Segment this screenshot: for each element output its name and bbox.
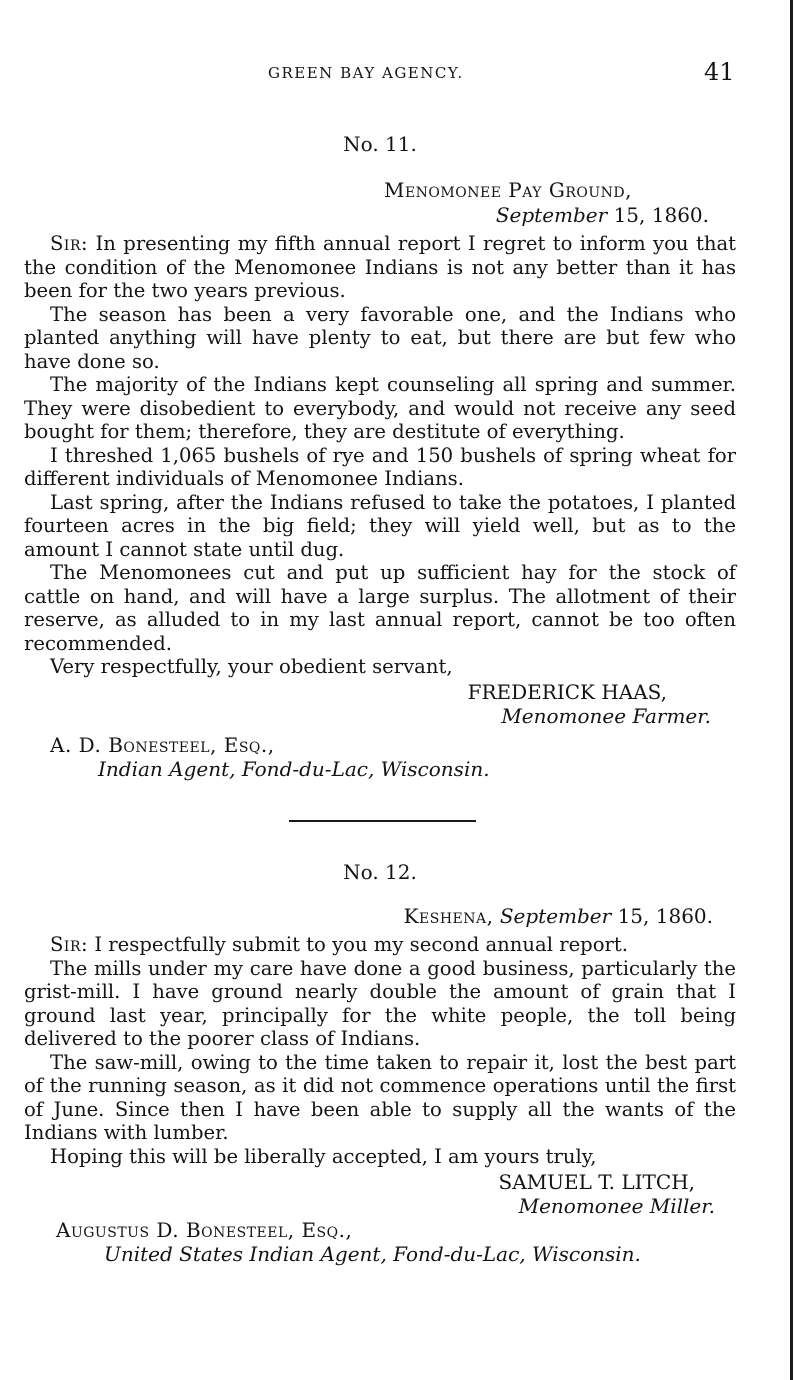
date-month: September xyxy=(499,904,612,928)
paragraph: The majority of the Indians kept counseling all spring and summer. They were disobedient to everybody, and would not receive any seed bought for them; therefore, they are destitute of everything. xyxy=(24,373,736,443)
salutation: Sir: xyxy=(50,232,89,255)
paragraph-text: In presenting my fifth annual report I regret to inform you that the condition of the Menomonee Indians is not any better than it has been for the two years previous. xyxy=(24,232,736,302)
section-rule xyxy=(289,820,476,822)
date-month: September xyxy=(495,203,608,227)
addressee-name: A. D. Bonesteel, Esq., xyxy=(50,733,275,757)
signer: FREDERICK HAAS, xyxy=(467,680,667,704)
paragraph: The season has been a very favorable one, and the Indians who planted anything will have plenty to eat, but there are but few who have done so. xyxy=(24,302,736,373)
paragraph xyxy=(24,933,736,957)
paragraph: The Menomonees cut and put up sufficient hay for the stock of cattle on hand, and will have a large surplus. The allotment of their reserve, as alluded to in my last annual report, cannot be too often recommended. xyxy=(24,561,736,655)
page-number: 41 xyxy=(704,58,735,86)
paragraph: The saw-mill, owing to the time taken to repair it, lost the best part of the running season, as it did not commence operations until the first of June. Since then I have been able to supply all the wants of the Indians with lumber. xyxy=(24,1050,736,1144)
date-rest: 15, 1860. xyxy=(607,203,709,227)
paragraph-text: I respectfully submit to you my second annual report. xyxy=(94,933,628,956)
paragraph: Last spring, after the Indians refused to take the potatoes, I planted fourteen acres in the big field; they will yield well, but as to the amount I cannot state until dug. xyxy=(24,490,736,561)
addressee-title: Indian Agent, Fond-du-Lac, Wisconsin. xyxy=(98,757,490,781)
letter-place: Menomonee Pay Ground, xyxy=(383,178,632,202)
running-head: GREEN BAY AGENCY. xyxy=(268,64,464,82)
addressee-title: United States Indian Agent, Fond-du-Lac, Wisconsin. xyxy=(104,1242,641,1266)
paragraph xyxy=(24,232,736,303)
paragraph: I threshed 1,065 bushels of rye and 150 bushels of spring wheat for different individuals of Menomonee Indians. xyxy=(24,443,736,490)
page-header xyxy=(0,58,795,88)
closing: Very respectfully, your obedient servant, xyxy=(50,655,453,678)
page-edge xyxy=(790,0,793,1380)
signer-title: Menomonee Miller. xyxy=(518,1194,715,1218)
salutation: Sir: xyxy=(50,933,89,956)
addressee-name: Augustus D. Bonesteel, Esq., xyxy=(56,1218,353,1242)
letter-number: No. 12. xyxy=(343,860,417,884)
signer-title: Menomonee Farmer. xyxy=(501,704,711,728)
letter-body xyxy=(24,933,736,1168)
letter-place: Keshena, xyxy=(403,904,494,928)
letter-body xyxy=(24,232,736,679)
closing: Hoping this will be liberally accepted, I am yours truly, xyxy=(50,1144,597,1168)
letter-date xyxy=(404,904,713,928)
letter-date xyxy=(496,203,709,227)
date-rest: 15, 1860. xyxy=(611,904,713,928)
paragraph: The mills under my care have done a good business, particularly the grist-mill. I have ground nearly double the amount of grain that I ground last year, principally for the white people, the toll being delivered to the poorer class of Indians. xyxy=(24,956,736,1050)
letter-number: No. 11. xyxy=(343,132,417,156)
signer: SAMUEL T. LITCH, xyxy=(498,1170,695,1194)
